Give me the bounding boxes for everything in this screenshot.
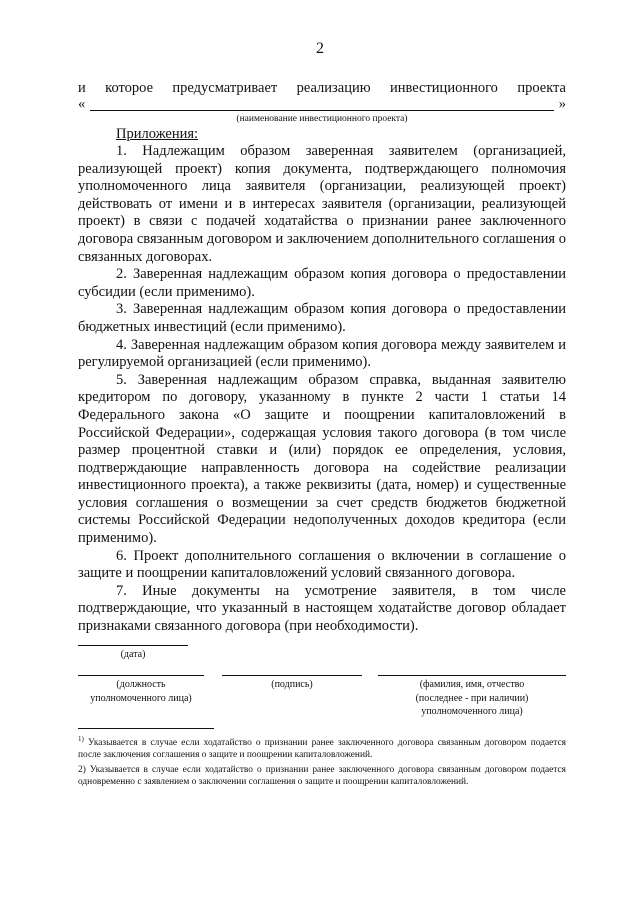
project-name-rule	[90, 110, 554, 111]
name-line	[378, 675, 566, 676]
name-caption-line-3: уполномоченного лица)	[421, 706, 523, 717]
intro-text: и которое предусматривает реализацию инвестиционного проекта	[78, 80, 566, 96]
appendix-title: Приложения:	[116, 126, 199, 142]
project-name-line	[78, 96, 566, 114]
footnote-1-text: Указывается в случае если ходатайство о признании ранее заключенного договора связанным договором подается после заключения соглашения о защите и поощрении капиталовложений.	[78, 738, 566, 761]
appendix-item-6: 6. Проект дополнительного соглашения о включении в соглашение о защите и поощрении капиталовложений условий связанного договора.	[78, 547, 566, 582]
position-line	[78, 675, 204, 676]
appendix-item-4: 4. Заверенная надлежащим образом копия договора между заявителем и регулируемой организацией (если применимо).	[78, 336, 566, 371]
appendix-item-2: 2. Заверенная надлежащим образом копия договора о предоставлении субсидии (если применимо).	[78, 266, 566, 300]
footnote-1-mark: 1)	[78, 735, 84, 743]
name-caption-line-2: (последнее - при наличии)	[415, 692, 529, 704]
footnote-1	[78, 733, 566, 762]
appendix-item-3: 3. Заверенная надлежащим образом копия договора о предоставлении бюджетных инвестиций (если применимо).	[78, 301, 566, 335]
footnote-separator	[78, 728, 214, 729]
date-line	[78, 645, 188, 646]
appendix-list	[78, 143, 566, 636]
project-name-caption: (наименование инвестиционного проекта)	[236, 114, 408, 124]
name-caption	[378, 678, 566, 719]
date-caption: (дата)	[120, 649, 146, 660]
position-caption-line-1: (должность	[116, 679, 166, 690]
appendix-item-1: 1. Надлежащим образом заверенная заявителем (организацией, реализующей проект) копия документа, подтверждающего полномочия уполномоченного лица заявителя (организации, реализующей проект) действовать от имени и в интересах заявителя (организации, реализующей проект) в связи с подачей ходатайства о признании ранее заключенного договора связанным договором и заключением дополнительного соглашения о связанных договорах.	[78, 143, 566, 265]
footnotes	[78, 733, 566, 790]
quote-open: «	[78, 96, 86, 112]
name-caption-line-1: (фамилия, имя, отчество	[419, 679, 525, 690]
footnote-2: 2) Указывается в случае если ходатайство о признании ранее заключенного договора связанным договором подается одновременно с заявлением о заключении соглашения о защите и поощрении капиталовложений.	[78, 764, 566, 787]
appendix-item-5: 5. Заверенная надлежащим образом справка, выданная заявителю кредитором по договору, указанному в пункте 2 части 1 статьи 14 Федерального закона «О защите и поощрении капиталовложений в Российской Федерации», содержащая условия такого договора (в том числе размер процентной ставки и (или) порядок ее определения, условия, подтверждающие направленность договора на содействие реализации инвестиционного проекта), а также реквизиты (дата, номер) и существенные условия соглашения о возмещении за счет средств бюджетов бюджетной системы Российской Федерации недополученных доходов кредитора (если применимо).	[78, 371, 566, 547]
position-caption-line-2: уполномоченного лица)	[90, 692, 192, 704]
position-caption	[74, 678, 208, 705]
signature-line	[222, 675, 362, 676]
signature-caption: (подпись)	[271, 679, 313, 690]
quote-close: »	[558, 96, 566, 112]
appendix-item-7: 7. Иные документы на усмотрение заявителя, в том числе подтверждающие, что указанный в настоящем ходатайстве договор обладает признаками связанного договора (при необходимости).	[78, 582, 566, 635]
page-number: 2	[316, 40, 324, 57]
